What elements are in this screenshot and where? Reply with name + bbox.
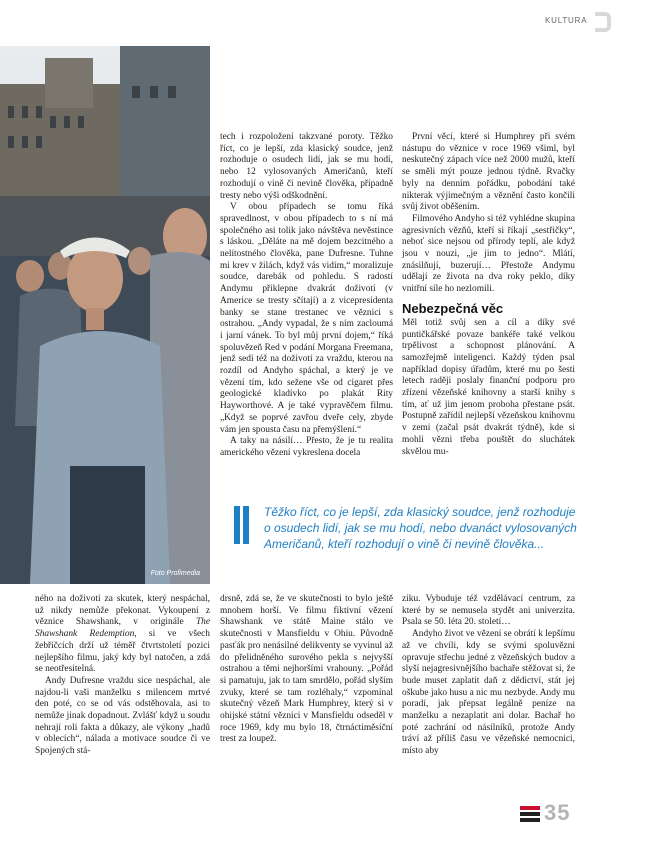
article-column-4 bbox=[220, 594, 393, 746]
paragraph: Měl totiž svůj sen a cíl a díky své puntičkářské povaze bankéře také velkou trpělivost a schopnost plánování. A samozřejmě inteligenci. Každý týden psal například dopisy úřadům, které mu po šesti letech raději poslaly finanční podporu pro zřízení vězeňské knihovny a starší knihy s tím, ať už jim jenom proboha přestane psát. Postupně zařídil nejlepší vězeňskou knihovnu v zemi (začal psát dvakrát týdně), kde si mohli vězni třeba pouštět do sluchátek skvělou mu- bbox=[402, 317, 575, 457]
article-column-2 bbox=[402, 132, 575, 458]
paragraph: drsně, zdá se, že ve skutečnosti to bylo ještě mnohem horší. Ve filmu fiktivní vězení Shawshank ve státě Maine stálo ve skutečnosti v Mansfieldu v Ohiu. Původně pasťák pro nenásilné delikventy se vyvinul až do přelidněného surového pekla s nejvyšší ostrahou a těmi nejhoršími vrahouny. „Pořád si pamatuju, jak to tam smrdělo, pořád slyším zvuky, které se tam rozléhaly,“ vzpomínal skutečný vězeň Mark Humphrey, který si v ohijské státní věznici v Mansfieldu odseděl v roce 1969, kdy mu bylo 18, čtrnáctiměsíční trest za loupež. bbox=[220, 594, 393, 745]
paragraph: V obou případech se tomu říká spravedlnost, v obou případech to s ní má společného asi tolik jako návštěva nevěstince s láskou. „Děláte na mě dojem bezcitného a nelítostného člověka, pane Dufresne. Tuhne mi krev v žilách, když vás vidím,“ moralizuje soudce, darebák od pohledu. S radostí Andymu přiklepne dvakrát doživotí (v Americe se tresty sčítají) a z vicepresidenta banky se stane trestanec ve věznici s ostrahou. „Andy vypadal, že s ním zacloumá i jarní vánek. To byl můj první dojem,“ říká spoluvězeň Red v podání Morgana Freemana, jenž sedí též na doživotí za vraždu, kterou na rozdíl od Andyho spáchal, a který je ve vězení tím, kdo sežene vše od cigaret přes geologické kladívko po plakát Rity Hayworthové. A je také vypravěčem filmu. „Když se poprvé zavřou dveře cely, zbyde vám jen spousta času na přemýšlení.“ bbox=[220, 202, 393, 435]
paragraph: Filmového Andyho si též vyhlédne skupina agresivních vězňů, kteří si říkají „sestřičky“, neboť sice nejsou od přírody teplí, ale když jsou v nouzi, „je jim to jedno“. Mlátí, znásilňují, buzerují… Přestože Andymu udělají ze života na dva roky peklo, díky vnitřní síle ho nezlomili. bbox=[402, 213, 575, 295]
section-heading: Nebezpečná věc bbox=[402, 300, 504, 316]
article-column-1 bbox=[220, 132, 393, 460]
film-still-illustration bbox=[0, 46, 210, 584]
magazine-logo-icon bbox=[520, 806, 540, 824]
quote-mark-icon bbox=[234, 506, 240, 544]
section-bracket-icon bbox=[595, 12, 611, 32]
article-column-3 bbox=[35, 594, 210, 758]
article-column-5 bbox=[402, 594, 575, 758]
film-still-photo bbox=[0, 46, 210, 584]
paragraph: ziku. Vybuduje též vzdělávací centrum, za které by se nemusela stydět ani univerzita. Psala se 50. léta 20. století… bbox=[402, 594, 575, 628]
paragraph: A taky na násilí… Přesto, že je tu realita amerického vězení vykreslena docela bbox=[220, 436, 393, 458]
pull-quote bbox=[234, 504, 584, 584]
paragraph: Andy Dufresne vraždu sice nespáchal, ale najdou-li vaši manželku s milencem mrtvé den poté, co se od vás odstěhovala, asi to nemůže jinak dopadnout. Zvlášť když u soudu nehrají roli fakta a důkazy, ale výkony „hadů v oblecích“, nálada a motivace soudce či ve Spojených stá- bbox=[35, 675, 210, 757]
section-label: KULTURA bbox=[545, 16, 588, 25]
pull-quote-text: Těžko říct, co je lepší, zda klasický soudce, jenž rozhoduje o osudech lidí, jak se mu hodí, nebo dvanáct vylosovaných Američanů, kteří rozhodují o vině či nevině člověka... bbox=[264, 505, 577, 551]
paragraph: Andyho život ve vězení se obrátí k lepšímu až ve chvíli, kdy se svými spoluvězni opravuje střechu jedné z vězeňských budov a slyší nejagresivnějšího bachaře stěžovat si, že bude muset zaplatit daň z dědictví, stát jej oškube jako husu a nic mu nezbyde. Andy mu poradí, jak přepsat legálně peníze na manželku a nezaplatit ani dolar. Bachař ho poté zachrání od násilníků, protože Andy tráví až příliš času ve vězeňské nemocnici, místo aby bbox=[402, 629, 575, 757]
quote-mark-icon bbox=[243, 506, 249, 544]
photo-credit: Foto Profimedia bbox=[150, 570, 200, 577]
page-number: 35 bbox=[544, 800, 571, 825]
film-title: The Shawshank Redemption bbox=[35, 617, 210, 640]
paragraph: První věcí, které si Humphrey při svém nástupu do věznice v roce 1969 všiml, byl neskutečný zápach více než 2000 mužů, kteří se směli mýt pouze jednou týdně. Rvačky byly na denním pořádku, pobodání také nikterak výjimečným a věznění často končili svůj život oběšením. bbox=[402, 132, 575, 213]
paragraph: ného na doživotí za skutek, který nespáchal, už nikdy nemůže překonat. Vykoupení z věznice Shawshank, v originále The Shawshank Redemption, si ve všech žebříčcích drží už téměř čtvrtstoletí pozici nejlepšího filmu, jaký kdy byl natočen, a zdá se neotřesitelná. bbox=[35, 594, 210, 675]
paragraph: tech i rozpoložení takzvané poroty. Těžko říct, co je lepší, zda klasický soudce, jenž rozhoduje o osudech lidí, jak se mu hodí, nebo 12 vylosovaných Američanů, kteří rozhodují o vině či nevině člověka, případně tresty nebo výši odškodnění. bbox=[220, 132, 393, 201]
